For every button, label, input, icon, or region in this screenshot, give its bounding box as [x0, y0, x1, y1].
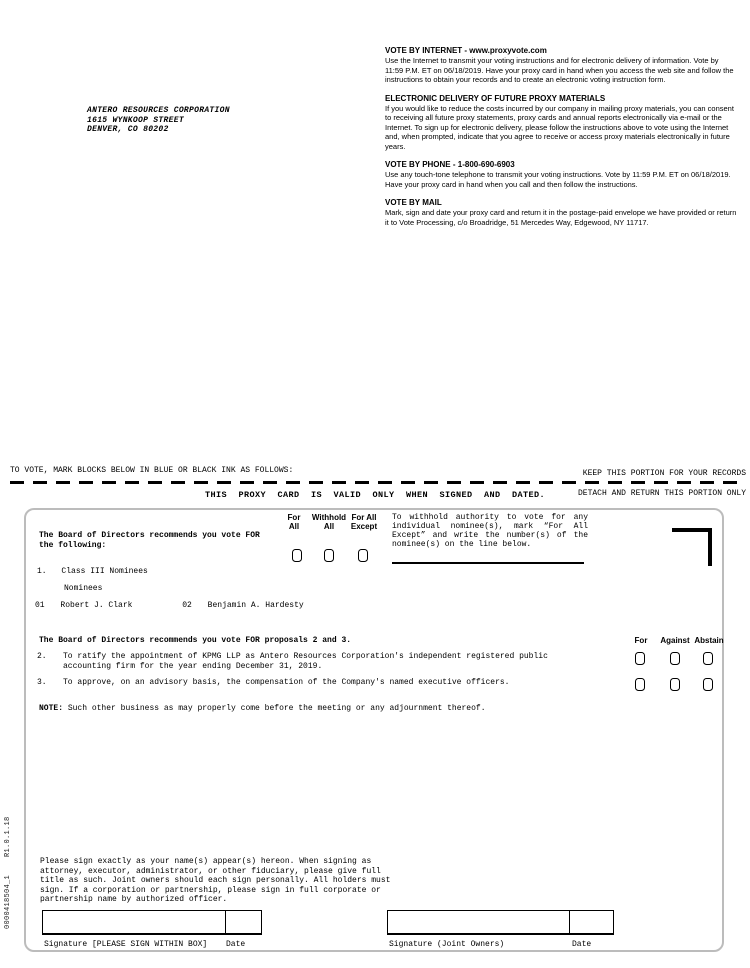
detach-portion-text: DETACH AND RETURN THIS PORTION ONLY [577, 489, 746, 498]
checkbox-for-all-except[interactable] [358, 549, 368, 562]
keep-portion-text: KEEP THIS PORTION FOR YOUR RECORDS [582, 469, 746, 478]
vote-by-phone-heading: VOTE BY PHONE - 1-800-690-6903 [385, 160, 515, 169]
note-text: Such other business as may properly come before the meeting or any adjournment thereof. [67, 704, 486, 713]
proposal-2-row [37, 652, 583, 671]
other-business-note [39, 704, 486, 714]
vote-by-internet-heading: VOTE BY INTERNET - www.proxyvote.com [385, 46, 547, 55]
signature-primary-date-label: Date [226, 940, 246, 949]
signature-joint-date-label: Date [572, 940, 592, 949]
column-header-against: Against [660, 636, 690, 645]
proposal-1-number: 1. [37, 567, 47, 576]
electronic-delivery-body: If you would like to reduce the costs incurred by our company in mailing proxy materials, you can consent to receiving all future proxy statements, proxy cards and annual reports electronically via e-mail or the Internet. To sign up for electronic delivery, please follow the instructions above to vote using the Internet and, when prompted, indicate that you agree to receive or access proxy materials electronically in future years. [385, 103, 734, 151]
proposal-3-number: 3. [37, 678, 47, 687]
nominees-label: Nominees [64, 584, 103, 593]
checkbox-proposal-3-against[interactable] [670, 678, 680, 691]
proxy-ballot-card [24, 508, 724, 952]
vote-by-mail-body: Mark, sign and date your proxy card and return it in the postage-paid envelope we have provided or return it to Vote Processing, c/o Broadridge, 51 Mercedes Way, Edgewood, NY 11717. [385, 208, 737, 227]
signature-joint-label: Signature (Joint Owners) [389, 940, 505, 949]
company-address [87, 106, 230, 135]
proposal-1-row [37, 567, 148, 577]
column-header-for-all-except: For All Except [350, 513, 378, 531]
vote-by-internet-section [385, 46, 737, 85]
proposal-2-text: To ratify the appointment of KPMG LLP as Antero Resources Corporation's independent registered public accounting firm for the year ending December 31, 2019. [63, 652, 548, 671]
column-header-withhold-all: Withhold All [311, 513, 347, 531]
signature-date-divider [225, 911, 226, 933]
mark-blocks-instruction: TO VOTE, MARK BLOCKS BELOW IN BLUE OR BLACK INK AS FOLLOWS: [10, 466, 294, 475]
company-street: 1615 WYNKOOP STREET [87, 115, 184, 125]
proposal-2-number: 2. [37, 652, 47, 661]
withhold-authority-note: To withhold authority to vote for any individual nominee(s), mark “For All Except” and write the number(s) of the nominee(s) on the line below. [392, 513, 588, 549]
checkbox-proposal-3-abstain[interactable] [703, 678, 713, 691]
signature-primary-label: Signature [PLEASE SIGN WITHIN BOX] [44, 940, 208, 949]
signature-date-divider [569, 911, 570, 933]
checkbox-proposal-2-against[interactable] [670, 652, 680, 665]
board-recommendation-1 [39, 531, 260, 550]
electronic-delivery-section [385, 94, 737, 152]
checkbox-for-all[interactable] [292, 549, 302, 562]
vote-by-mail-heading: VOTE BY MAIL [385, 198, 442, 207]
note-label: NOTE: [39, 704, 64, 713]
form-control-number: 0000418504_1 R1.0.1.18 [4, 816, 12, 929]
nominee-1-name: Robert J. Clark [60, 601, 133, 610]
electronic-delivery-heading: ELECTRONIC DELIVERY OF FUTURE PROXY MATERIALS [385, 93, 606, 103]
column-header-abstain: Abstain [694, 636, 724, 645]
for-all-except-write-in-line[interactable] [392, 562, 584, 564]
nominee-2-number: 02 [182, 601, 192, 610]
board-recommendation-2: The Board of Directors recommends you vote FOR proposals 2 and 3. [39, 636, 352, 645]
checkbox-proposal-3-for[interactable] [635, 678, 645, 691]
nominee-2-name: Benjamin A. Hardesty [207, 601, 304, 610]
vote-by-mail-section [385, 198, 737, 227]
checkbox-proposal-2-for[interactable] [635, 652, 645, 665]
proposal-3-row [37, 678, 583, 688]
checkbox-proposal-2-abstain[interactable] [703, 652, 713, 665]
proposal-1-title: Class III Nominees [61, 567, 148, 576]
sign-instructions: Please sign exactly as your name(s) appear(s) hereon. When signing as attorney, executor, administrator, or other fiduciary, please give full title as such. Joint owners should each sign personally. All holders must sign. If a corporation or partnership, please sign in full corporate or partnership name by authorized officer. [40, 857, 391, 904]
nominees-row [35, 601, 304, 611]
checkbox-withhold-all[interactable] [324, 549, 334, 562]
proposal-3-text: To approve, on an advisory basis, the compensation of the Company's named executive officers. [63, 678, 510, 687]
vote-by-phone-body: Use any touch-tone telephone to transmit your voting instructions. Vote by 11:59 P.M. ET on 06/18/2019. Have your proxy card in hand when you call and then follow the instructions. [385, 170, 731, 189]
corner-registration-mark [672, 528, 712, 566]
signature-box-primary[interactable] [42, 910, 262, 935]
company-name: ANTERO RESOURCES CORPORATION [87, 106, 230, 115]
nominee-1-number: 01 [35, 601, 45, 610]
column-header-for-all: For All [287, 513, 301, 531]
column-header-for: For [634, 636, 648, 645]
signature-box-joint[interactable] [387, 910, 614, 935]
detach-dashed-line [10, 481, 746, 484]
vote-instructions [385, 46, 737, 236]
board-recommendation-1-line2: the following: [39, 540, 107, 550]
vote-by-phone-section [385, 160, 737, 189]
company-city: DENVER, CO 80202 [87, 125, 169, 134]
board-recommendation-1-line1: The Board of Directors recommends you vote FOR [39, 531, 260, 540]
valid-when-signed-notice: THIS PROXY CARD IS VALID ONLY WHEN SIGNED AND DATED. [204, 490, 546, 500]
vote-by-internet-body: Use the Internet to transmit your voting instructions and for electronic delivery of information. Vote by 11:59 P.M. ET on 06/18/2019. Have your proxy card in hand when you access the web site and follow the instructions to obtain your records and to create an electronic voting instruction form. [385, 56, 734, 84]
